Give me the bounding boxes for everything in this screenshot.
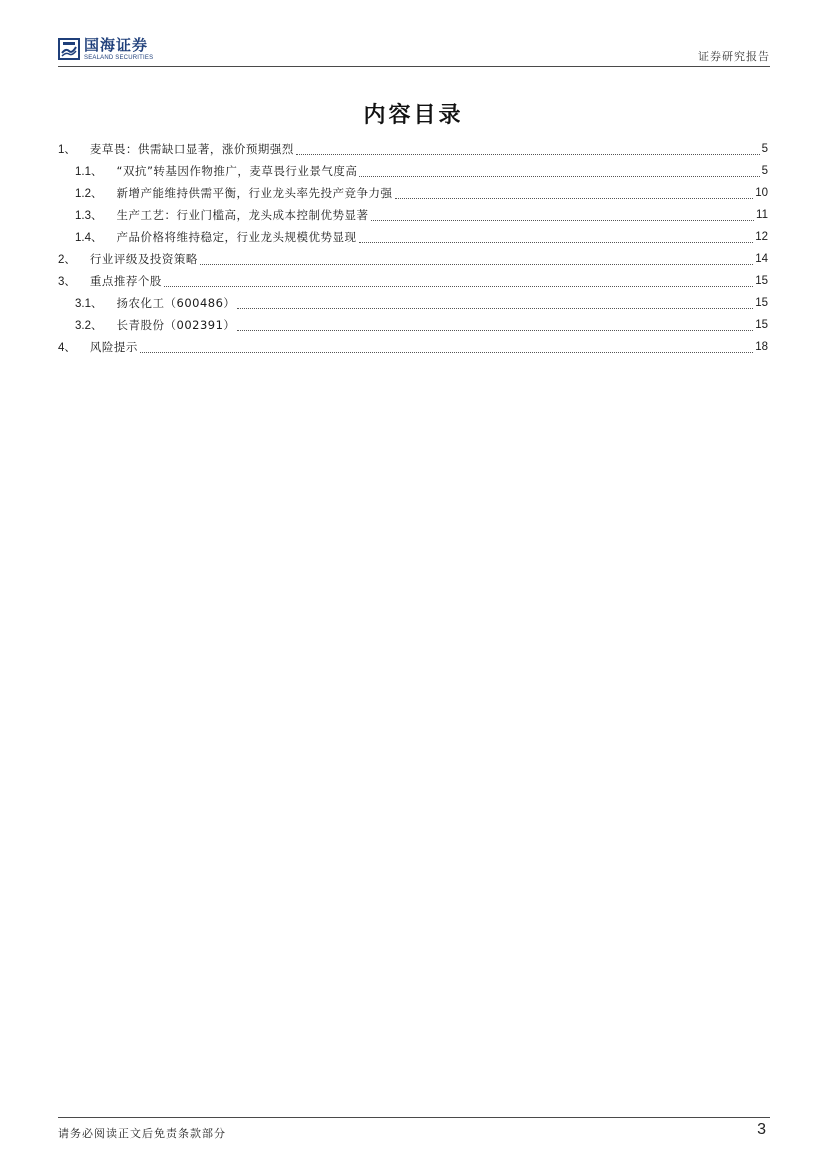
header-divider xyxy=(58,66,770,67)
logo-english-name: SEALAND SECURITIES xyxy=(84,54,154,61)
document-type-label: 证券研究报告 xyxy=(698,50,770,63)
toc-dot-leader xyxy=(237,308,753,309)
toc-entry-number: 3、 xyxy=(58,276,76,288)
toc-entry-title: 扬农化工（600486） xyxy=(116,296,236,310)
toc-entry-number: 4、 xyxy=(58,342,76,354)
toc-dot-leader xyxy=(237,330,753,331)
toc-entry-number: 1.4、 xyxy=(75,232,103,244)
toc-entry-title: 生产工艺：行业门槛高，龙头成本控制优势显著 xyxy=(116,208,369,222)
footer-divider xyxy=(58,1117,770,1118)
toc-entry[interactable] xyxy=(58,270,768,292)
toc-entry-page: 14 xyxy=(755,253,768,265)
toc-entry[interactable] xyxy=(58,314,768,336)
toc-entry-title: 麦草畏：供需缺口显著，涨价预期强烈 xyxy=(89,142,294,156)
toc-dot-leader xyxy=(200,264,753,265)
toc-entry-page: 11 xyxy=(756,209,768,221)
toc-entry-title: 风险提示 xyxy=(89,340,138,354)
toc-entry-title: 重点推荐个股 xyxy=(89,274,162,288)
page-header xyxy=(58,36,770,64)
toc-entry-number: 1、 xyxy=(58,144,76,156)
toc-dot-leader xyxy=(359,242,754,243)
toc-entry-page: 15 xyxy=(755,275,768,287)
toc-entry-title: 产品价格将维持稳定，行业龙头规模优势显现 xyxy=(116,230,357,244)
toc-entry-title: 长青股份（002391） xyxy=(116,318,236,332)
toc-dot-leader xyxy=(359,176,759,177)
toc-entry[interactable] xyxy=(58,248,768,270)
toc-entry-title: “双抗”转基因作物推广，麦草畏行业景气度高 xyxy=(116,164,358,178)
company-logo xyxy=(58,36,153,62)
toc-dot-leader xyxy=(296,154,760,155)
toc-entry-title: 行业评级及投资策略 xyxy=(89,252,198,266)
disclaimer-note: 请务必阅读正文后免责条款部分 xyxy=(58,1127,226,1140)
table-of-contents xyxy=(58,138,768,358)
toc-entry-page: 5 xyxy=(761,165,768,177)
toc-entry-number: 3.1、 xyxy=(75,298,103,310)
toc-entry-number: 3.2、 xyxy=(75,320,103,332)
toc-entry-number: 1.3、 xyxy=(75,210,103,222)
sealand-logo-icon xyxy=(58,38,80,60)
toc-dot-leader xyxy=(140,352,753,353)
toc-entry-number: 1.2、 xyxy=(75,188,103,200)
toc-entry-page: 18 xyxy=(755,341,768,353)
toc-entry[interactable] xyxy=(58,182,768,204)
toc-entry[interactable] xyxy=(58,138,768,160)
page-number: 3 xyxy=(757,1121,766,1138)
toc-entry-page: 15 xyxy=(755,319,768,331)
toc-dot-leader xyxy=(395,198,754,199)
logo-chinese-name: 国海证券 xyxy=(84,35,149,54)
toc-entry[interactable] xyxy=(58,226,768,248)
toc-entry-page: 10 xyxy=(755,187,768,199)
toc-dot-leader xyxy=(164,286,753,287)
toc-entry[interactable] xyxy=(58,204,768,226)
toc-entry-number: 1.1、 xyxy=(75,166,103,178)
toc-entry-page: 12 xyxy=(755,231,768,243)
toc-title: 内容目录 xyxy=(363,103,464,128)
toc-entry-page: 15 xyxy=(755,297,768,309)
toc-entry[interactable] xyxy=(58,292,768,314)
toc-entry[interactable] xyxy=(58,160,768,182)
toc-entry[interactable] xyxy=(58,336,768,358)
toc-dot-leader xyxy=(371,220,755,221)
toc-entry-title: 新增产能维持供需平衡，行业龙头率先投产竞争力强 xyxy=(116,186,393,200)
toc-entry-page: 5 xyxy=(761,143,768,155)
toc-entry-number: 2、 xyxy=(58,254,76,266)
